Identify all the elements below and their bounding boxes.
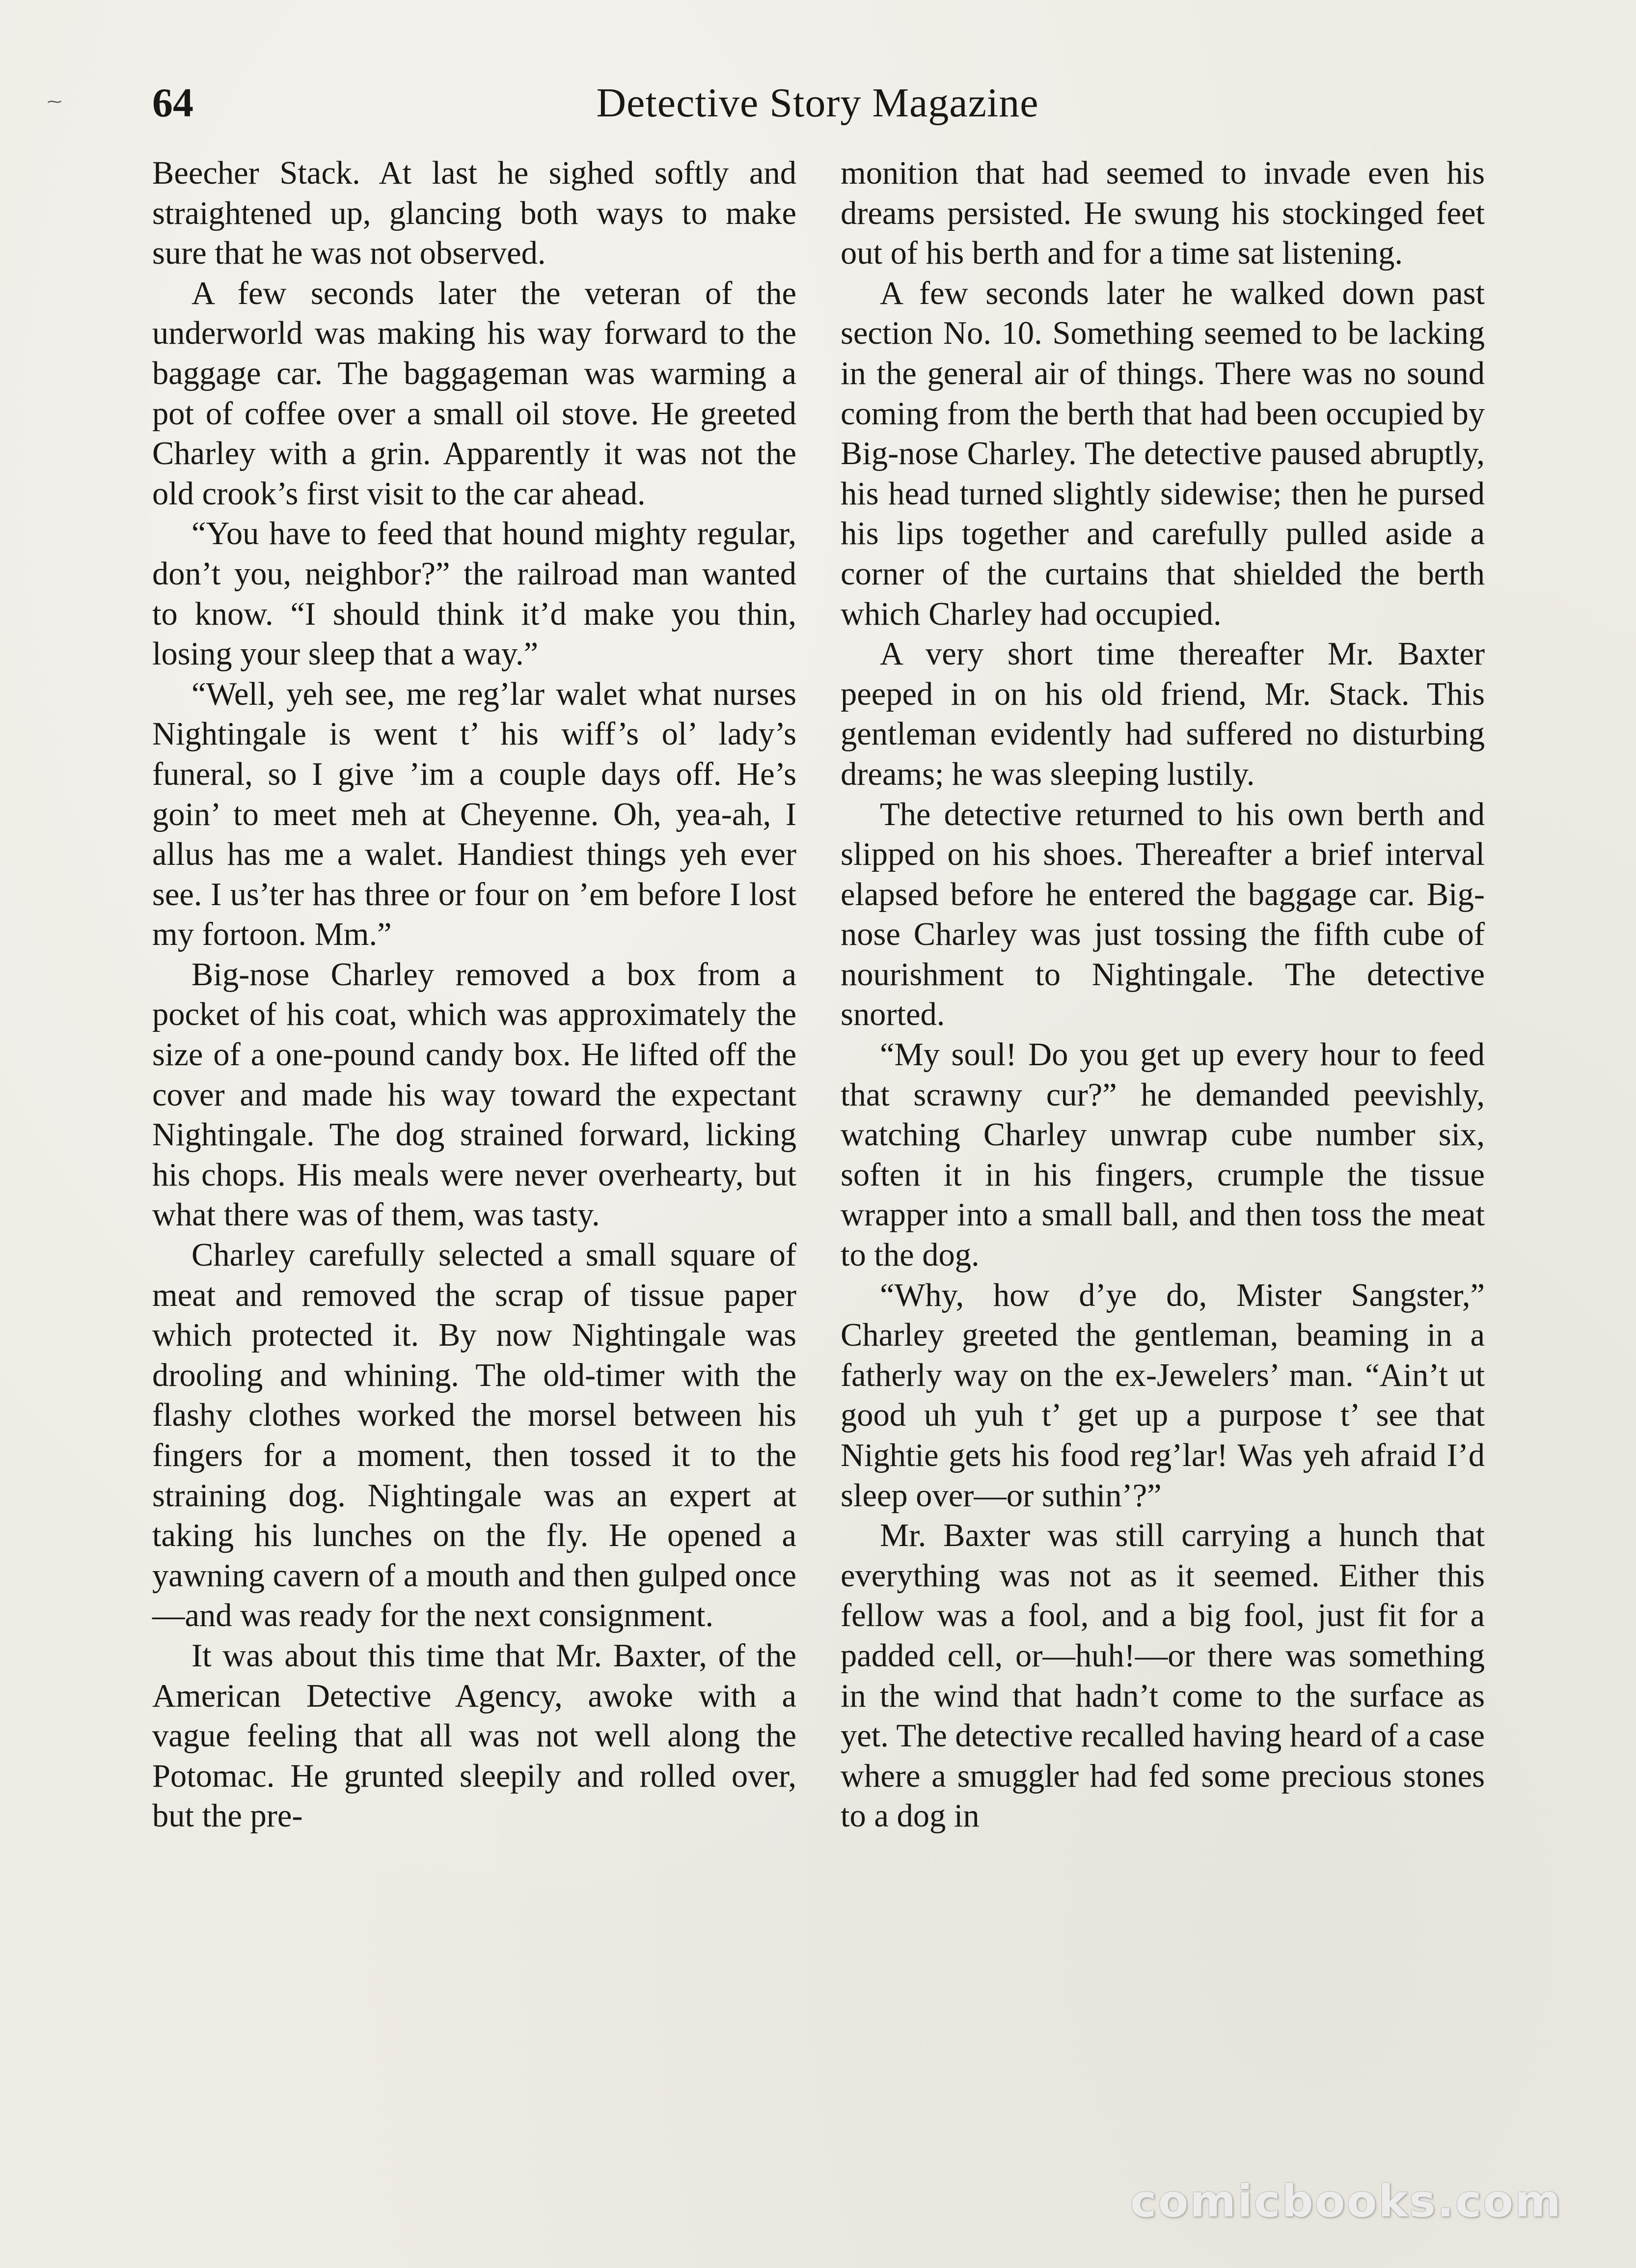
paragraph: “Well, yeh see, me reg’lar walet what nurses Nightingale is went t’ his wiff’s ol’ lady’s funeral, so I give ’im a couple days off. He’s goin’ to meet meh at Cheyenne. Oh, yea-ah, I allus has me a walet. Handiest things yeh ever see. I us’ter has three or four on ’em before I lost my fortoon. Mm.” (152, 676, 796, 953)
paragraph: monition that had seemed to invade even his dreams persisted. He swung his stockinged feet out of his berth and for a time sat listening. (841, 155, 1485, 272)
right-column (841, 153, 1485, 1836)
page-number: 64 (152, 80, 193, 126)
left-column (152, 153, 796, 1836)
running-title: Detective Story Magazine (596, 80, 1039, 126)
paragraph: Charley carefully selected a small square of meat and removed the scrap of tissue paper which protected it. By now Nightingale was drooling and whining. The old-timer with the flashy clothes worked the morsel between his fingers for a moment, then tossed it to the straining dog. Nightingale was an expert at taking his lunches on the fly. He opened a yawning cavern of a mouth and then gulped once—and was ready for the next consignment. (152, 1237, 796, 1634)
paragraph: It was about this time that Mr. Baxter, of the American Detective Agency, awoke with a vague feeling that all was not well along the Potomac. He grunted sleepily and rolled over, but the pre- (152, 1637, 796, 1834)
paragraph: A few seconds later the veteran of the underworld was making his way forward to the baggage car. The baggageman was warming a pot of coffee over a small oil stove. He greeted Charley with a grin. Apparently it was not the old crook’s first visit to the car ahead. (152, 275, 796, 512)
paragraph: “Why, how d’ye do, Mister Sangster,” Charley greeted the gentleman, beaming in a fatherly way on the ex-Jewelers’ man. “Ain’t ut good uh yuh t’ get up a purpose t’ see that Nightie gets his food reg’lar! Was yeh afraid I’d sleep over—or suthin’?” (841, 1277, 1485, 1514)
margin-mark: ⁓ (47, 93, 62, 111)
paragraph: A very short time thereafter Mr. Baxter peeped in on his old friend, Mr. Stack. This gentleman evidently had suffered no disturbing dreams; he was sleeping lustily. (841, 636, 1485, 792)
watermark: comicbooks.com (1130, 2176, 1562, 2227)
paragraph: Big-nose Charley removed a box from a pocket of his coat, which was approximately the size of a one-pound candy box. He lifted off the cover and made his way toward the expectant Nightingale. The dog strained forward, licking his chops. His meals were never overhearty, but what there was of them, was tasty. (152, 956, 796, 1233)
page-header (152, 76, 1483, 130)
paragraph: “You have to feed that hound mighty regular, don’t you, neighbor?” the railroad man wanted to know. “I should think it’d make you thin, losing your sleep that a way.” (152, 516, 796, 672)
paragraph: “My soul! Do you get up every hour to feed that scrawny cur?” he demanded peevishly, watching Charley unwrap cube number six, soften it in his fingers, crumple the tissue wrapper into a small ball, and then toss the meat to the dog. (841, 1037, 1485, 1273)
paragraph: Beecher Stack. At last he sighed softly and straightened up, glancing both ways to make sure that he was not observed. (152, 155, 796, 272)
paragraph: A few seconds later he walked down past section No. 10. Something seemed to be lacking in the general air of things. There was no sound coming from the berth that had been occupied by Big-nose Charley. The detective paused abruptly, his head turned slightly sidewise; then he pursed his lips together and carefully pulled aside a corner of the curtains that shielded the berth which Charley had occupied. (841, 275, 1485, 632)
paragraph: The detective returned to his own berth and slipped on his shoes. Thereafter a brief interval elapsed before he entered the baggage car. Big-nose Charley was just tossing the fifth cube of nourishment to Nightingale. The detective snorted. (841, 796, 1485, 1033)
paragraph: Mr. Baxter was still carrying a hunch that everything was not as it seemed. Either this fellow was a fool, and a big fool, just fit for a padded cell, or—huh!—or there was something in the wind that hadn’t come to the surface as yet. The detective recalled having heard of a case where a smuggler had fed some precious stones to a dog in (841, 1518, 1485, 1834)
